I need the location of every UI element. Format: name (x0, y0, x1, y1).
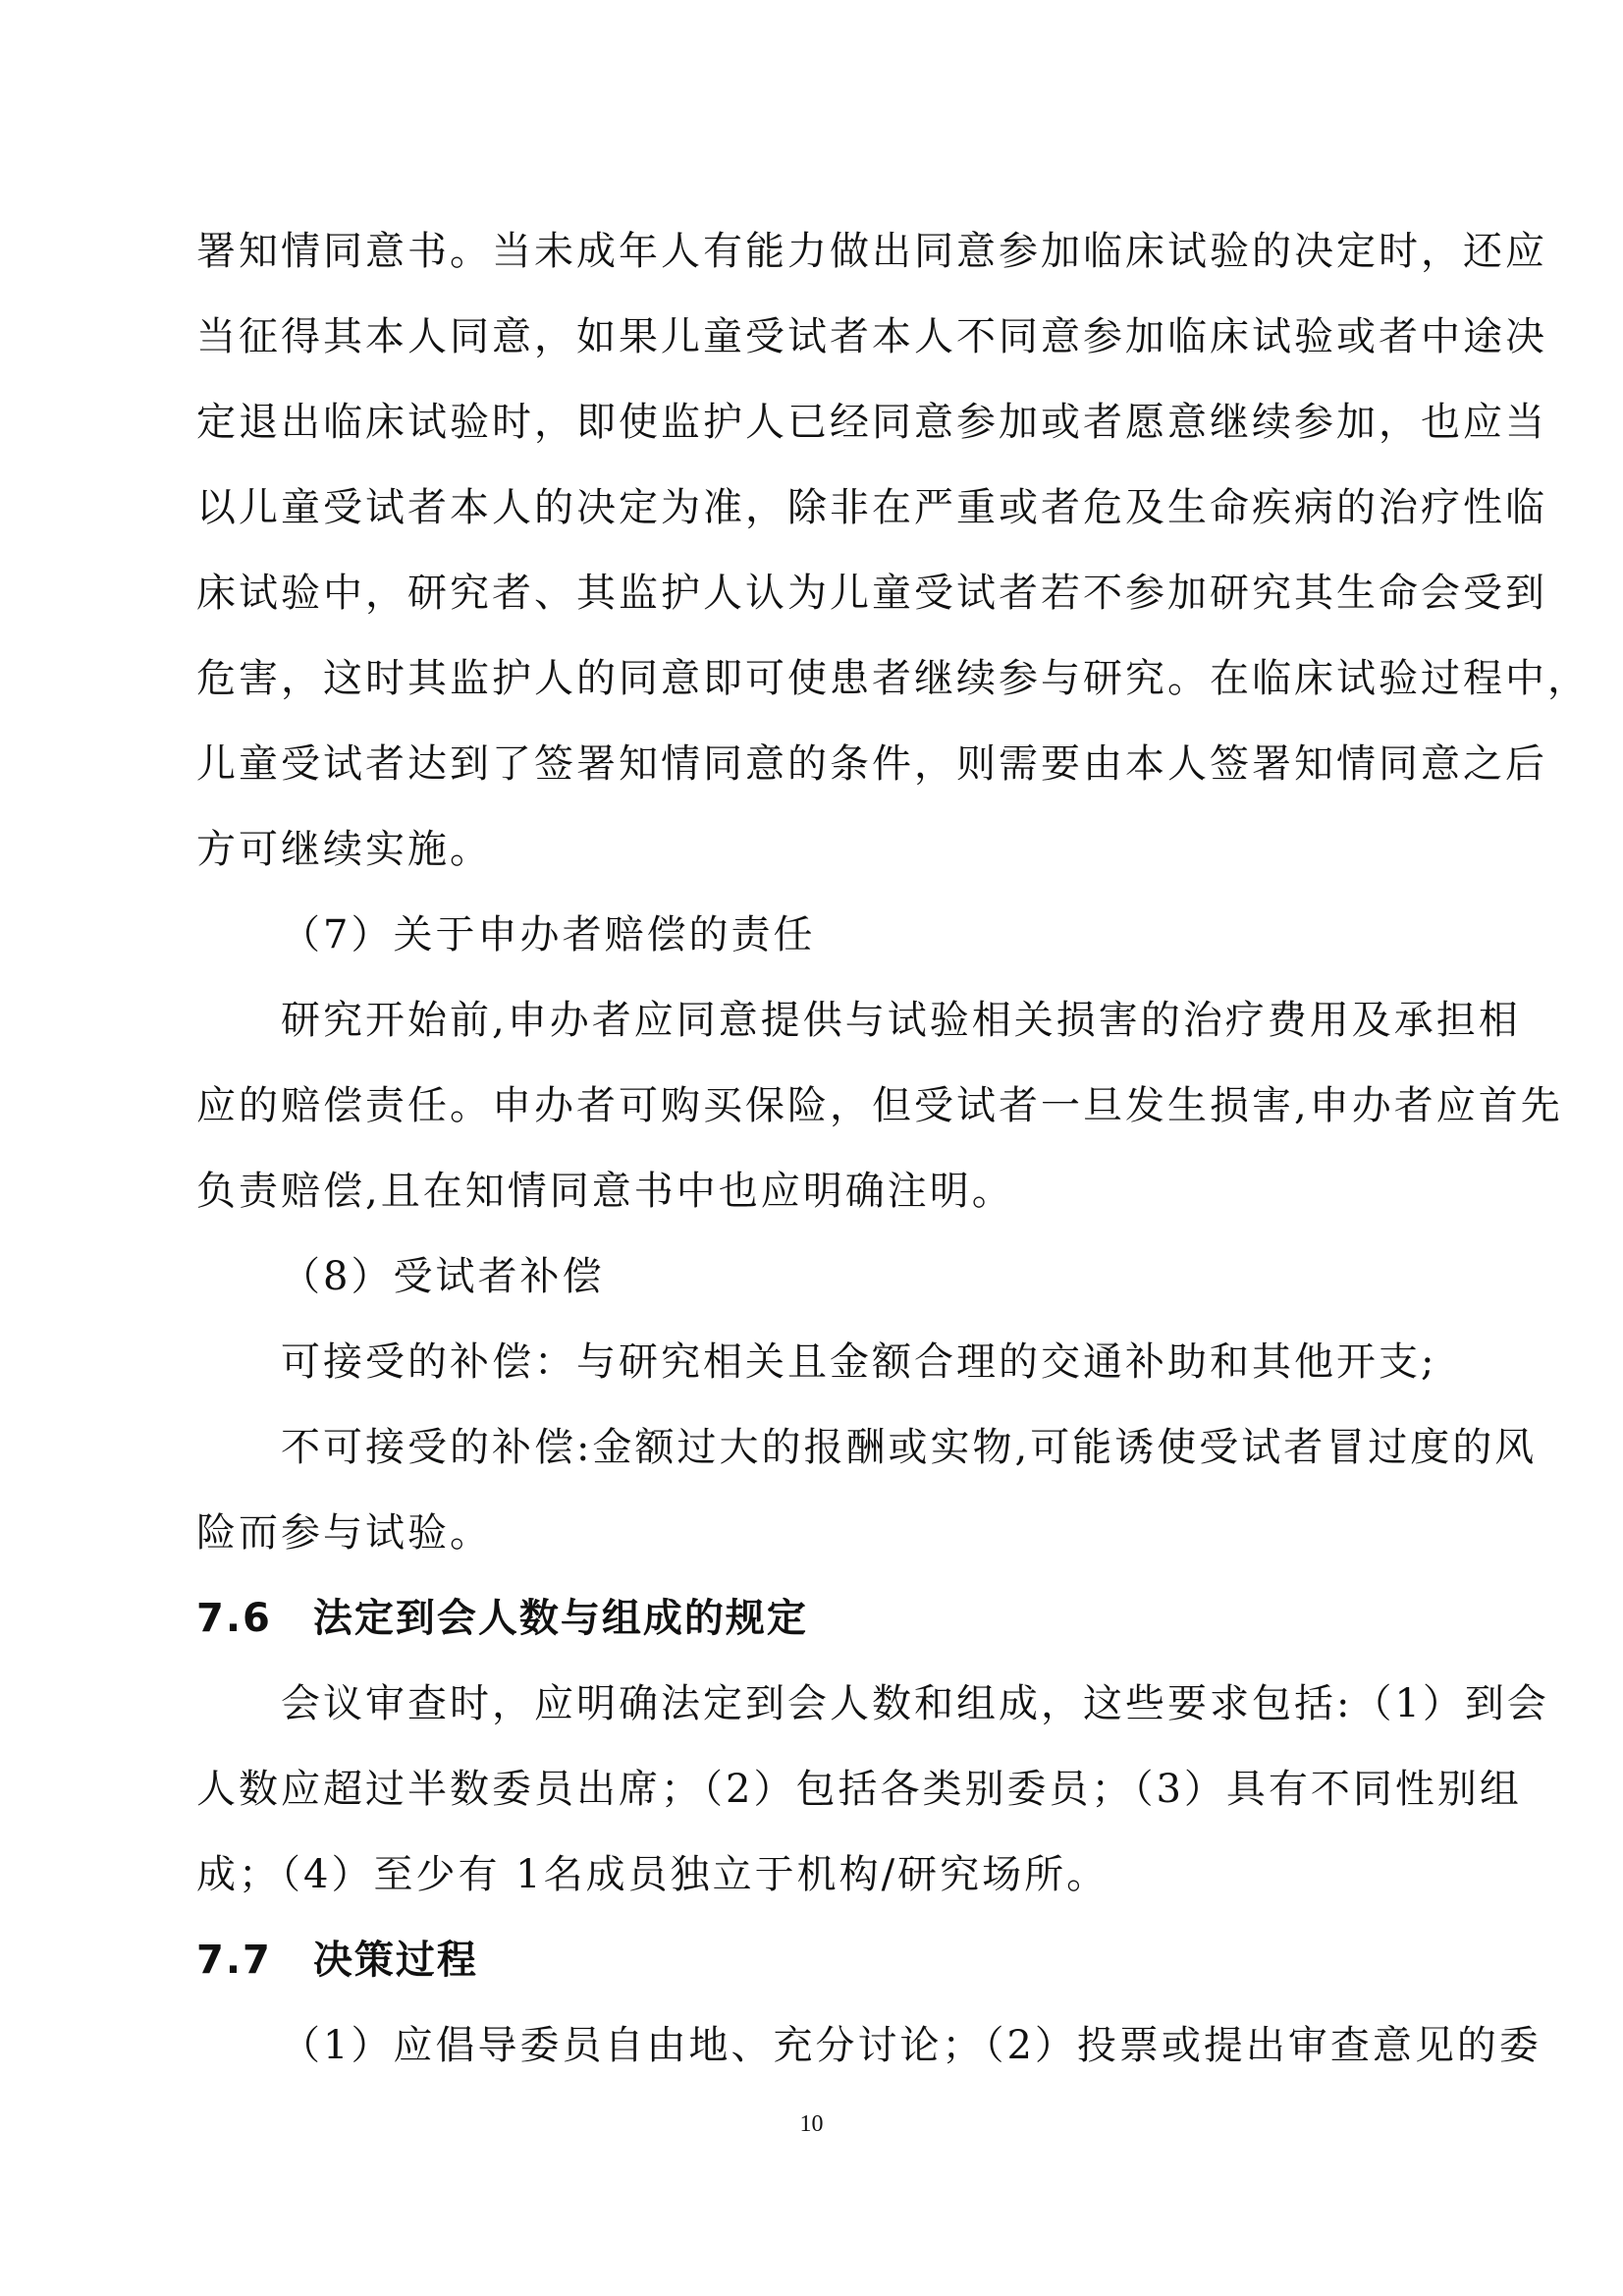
paragraph-line: 险而参与试验。 (196, 1510, 492, 1556)
body-text (196, 209, 1590, 2089)
paragraph-line: 负责赔偿,且在知情同意书中也应明确注明。 (196, 1169, 1014, 1214)
paragraph-line: 危害，这时其监护人的同意即可使患者继续参与研究。在临床试验过程中， (196, 656, 1590, 701)
paragraph-line: 可接受的补偿：与研究相关且金额合理的交通补助和其他开支; (281, 1339, 1437, 1385)
paragraph-line: 以儿童受试者本人的决定为准，除非在严重或者危及生命疾病的治疗性临 (196, 485, 1547, 530)
subsection-title: （7）关于申办者赔偿的责任 (281, 912, 816, 957)
paragraph-line: 儿童受试者达到了签署知情同意的条件，则需要由本人签署知情同意之后 (196, 741, 1547, 787)
section-heading: 7.7 决策过程 (196, 1938, 478, 1983)
paragraph-line: 署知情同意书。当未成年人有能力做出同意参加临床试验的决定时，还应 (196, 229, 1547, 274)
paragraph-line: 成；（4）至少有 1名成员独立于机构/研究场所。 (196, 1852, 1109, 1897)
paragraph-line: 方可继续实施。 (196, 827, 492, 872)
paragraph-line: 定退出临床试验时，即使监护人已经同意参加或者愿意继续参加，也应当 (196, 400, 1547, 445)
page-number: 10 (799, 2111, 824, 2137)
paragraph-line: 应的赔偿责任。申办者可购买保险，但受试者一旦发生损害,申办者应首先 (196, 1083, 1563, 1128)
paragraph-line: （1）应倡导委员自由地、充分讨论；（2）投票或提出审查意见的委 (281, 2023, 1542, 2068)
subsection-title: （8）受试者补偿 (281, 1254, 605, 1299)
paragraph-line: 不可接受的补偿:金额过大的报酬或实物,可能诱使受试者冒过度的风 (281, 1425, 1538, 1470)
paragraph-line: 会议审查时，应明确法定到会人数和组成，这些要求包括:（1）到会 (281, 1681, 1549, 1726)
paragraph-line: 人数应超过半数委员出席；（2）包括各类别委员；（3）具有不同性别组 (196, 1767, 1522, 1812)
paragraph-line: 研究开始前,申办者应同意提供与试验相关损害的治疗费用及承担相 (281, 998, 1521, 1043)
paragraph-line: 床试验中，研究者、其监护人认为儿童受试者若不参加研究其生命会受到 (196, 571, 1547, 616)
paragraph-line: 当征得其本人同意，如果儿童受试者本人不同意参加临床试验或者中途决 (196, 314, 1547, 359)
section-heading: 7.6 法定到会人数与组成的规定 (196, 1596, 808, 1641)
